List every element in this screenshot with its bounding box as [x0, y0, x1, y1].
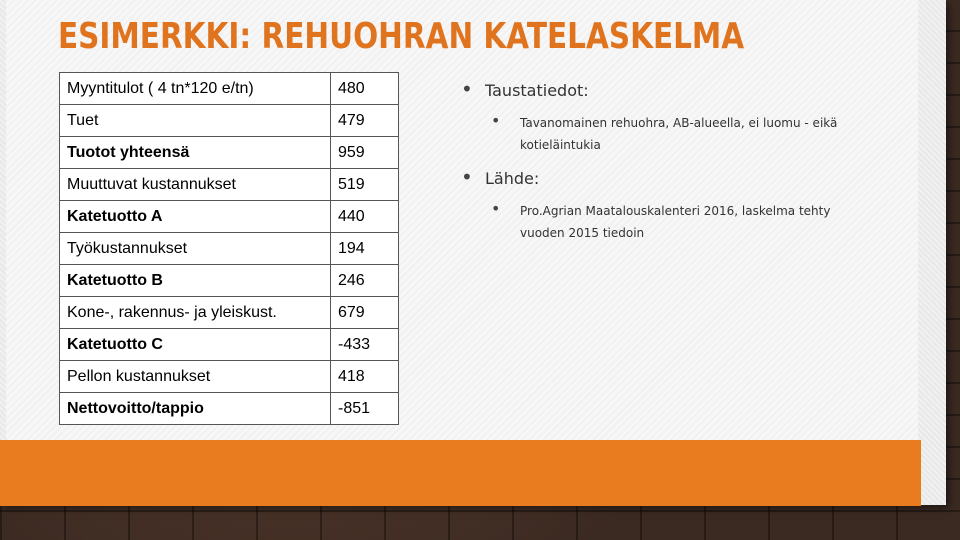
row-label: Nettovoitto/tappio — [60, 393, 331, 425]
row-label: Tuet — [60, 105, 331, 137]
row-label: Katetuotto B — [60, 265, 331, 297]
slide-canvas — [6, 0, 918, 505]
row-label: Muuttuvat kustannukset — [60, 169, 331, 201]
background-heading: Taustatiedot: — [485, 81, 589, 100]
table-row — [60, 105, 399, 137]
row-value: 480 — [331, 73, 399, 105]
row-label: Työkustannukset — [60, 233, 331, 265]
row-value: 679 — [331, 297, 399, 329]
row-label: Tuotot yhteensä — [60, 137, 331, 169]
sub-bullet-background — [461, 112, 851, 156]
row-value: 418 — [331, 361, 399, 393]
footer-band — [0, 440, 921, 506]
table-row — [60, 233, 399, 265]
row-value: 246 — [331, 265, 399, 297]
slide-title: ESIMERKKI: REHUOHRAN KATELASKELMA — [58, 16, 745, 57]
table-row — [60, 137, 399, 169]
row-label: Kone-, rakennus- ja yleiskust. — [60, 297, 331, 329]
bullet-source — [461, 165, 851, 190]
row-value: 479 — [331, 105, 399, 137]
table-row — [60, 169, 399, 201]
margin-calculation-table — [59, 72, 399, 425]
row-value: 519 — [331, 169, 399, 201]
table-row — [60, 393, 399, 425]
row-label: Pellon kustannukset — [60, 361, 331, 393]
notes-panel — [461, 77, 851, 256]
bullet-dot-icon: • — [491, 111, 501, 130]
row-label: Katetuotto C — [60, 329, 331, 361]
table-row — [60, 73, 399, 105]
table-row — [60, 297, 399, 329]
table-row — [60, 329, 399, 361]
table-row — [60, 361, 399, 393]
row-value: 194 — [331, 233, 399, 265]
table-row — [60, 201, 399, 233]
row-value: -433 — [331, 329, 399, 361]
bullet-background — [461, 77, 851, 102]
background-text: Tavanomainen rehuohra, AB-alueella, ei luomu - eikä kotieläintukia — [520, 116, 838, 152]
bullet-dot-icon: • — [491, 199, 501, 218]
row-label: Katetuotto A — [60, 201, 331, 233]
table-row — [60, 265, 399, 297]
sub-bullet-source — [461, 200, 851, 244]
source-heading: Lähde: — [485, 169, 540, 188]
row-label: Myyntitulot ( 4 tn*120 e/tn) — [60, 73, 331, 105]
bullet-dot-icon: • — [461, 165, 473, 189]
row-value: 959 — [331, 137, 399, 169]
row-value: 440 — [331, 201, 399, 233]
source-text: Pro.Agrian Maatalouskalenteri 2016, laskelma tehty vuoden 2015 tiedoin — [520, 204, 831, 240]
row-value: -851 — [331, 393, 399, 425]
bullet-dot-icon: • — [461, 77, 473, 101]
